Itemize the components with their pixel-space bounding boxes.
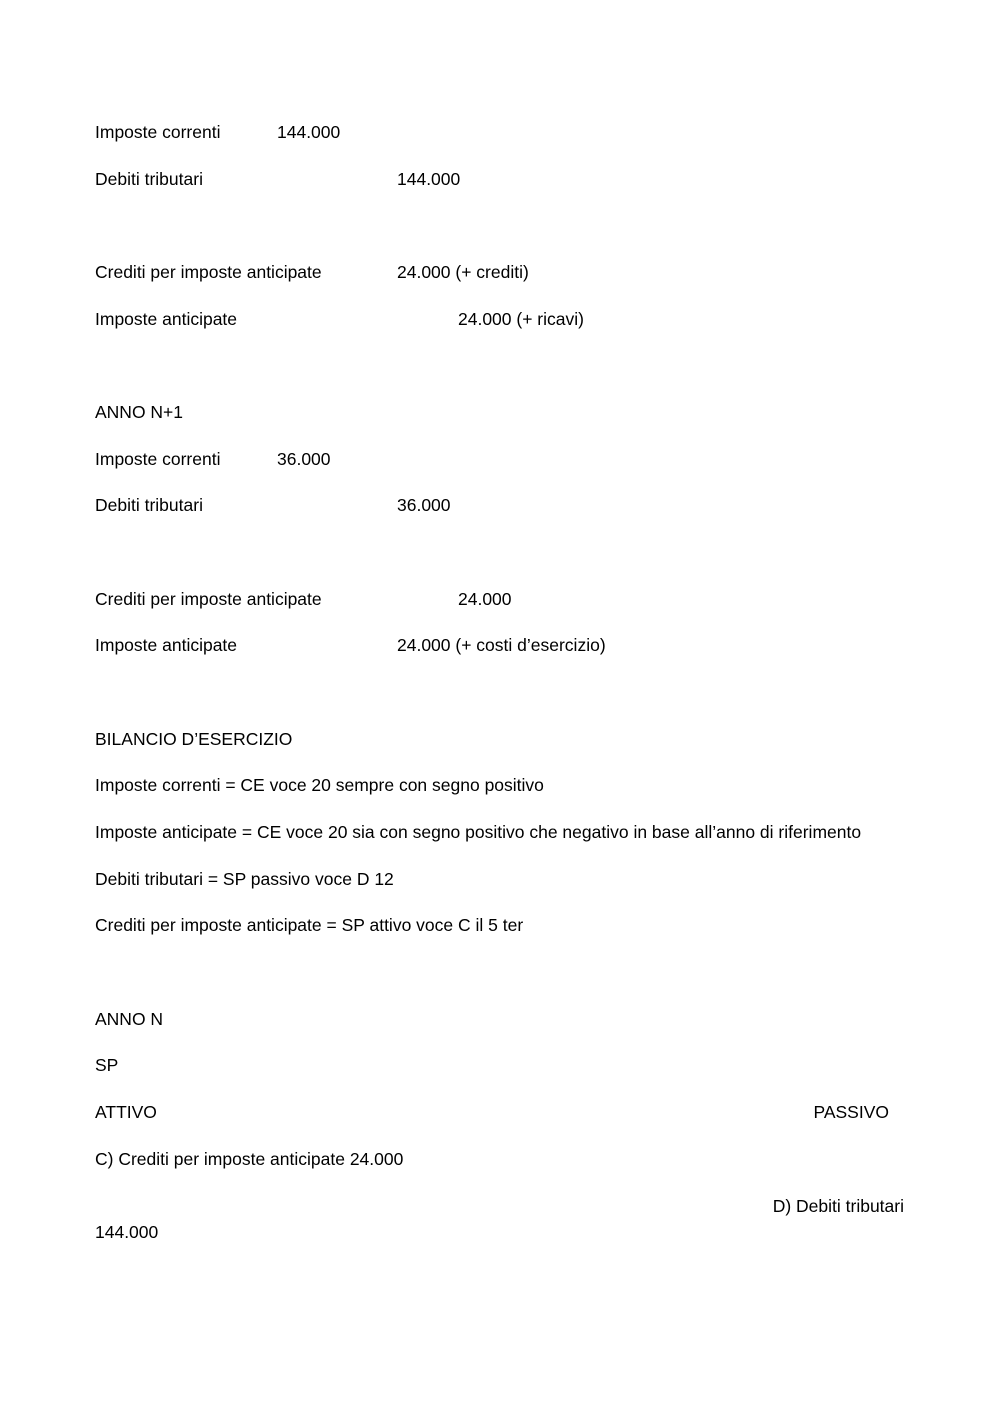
entry-account: Debiti tributari [95,495,203,515]
bilancio-line: Debiti tributari = SP passivo voce D 12 [95,869,394,889]
entry-amount-credit: 144.000 [397,169,461,189]
entry-account: Imposte correnti [95,122,221,142]
passivo-item: D) Debiti tributari [772,1196,904,1216]
entry-amount-debit: 24.000 (+ crediti) [397,262,529,282]
entry-account: Debiti tributari [95,169,203,189]
bilancio-line: Imposte anticipate = CE voce 20 sia con segno positivo che negativo in base all’anno di riferimento [95,822,862,842]
entry-amount-credit: 24.000 (+ ricavi) [458,309,584,329]
entry-account: Crediti per imposte anticipate [95,589,322,609]
entry-amount-credit: 36.000 [397,495,451,515]
bilancio-line: Crediti per imposte anticipate = SP attivo voce C il 5 ter [95,915,524,935]
attivo-item: C) Crediti per imposte anticipate 24.000 [95,1149,404,1169]
section-heading-bilancio: BILANCIO D’ESERCIZIO [95,729,293,749]
section-heading-anno-n: ANNO N [95,1009,164,1029]
entry-account: Crediti per imposte anticipate [95,262,322,282]
entry-amount-debit: 144.000 [277,122,341,142]
entry-account: Imposte correnti [95,449,221,469]
entry-amount-debit: 36.000 [277,449,331,469]
entry-account: Imposte anticipate [95,309,238,329]
passivo-label: PASSIVO [813,1102,889,1122]
passivo-amount: 144.000 [95,1222,159,1242]
entry-account: Imposte anticipate [95,635,238,655]
bilancio-line: Imposte correnti = CE voce 20 sempre con segno positivo [95,775,544,795]
sp-label: SP [95,1055,119,1075]
attivo-label: ATTIVO [95,1102,157,1122]
entry-amount-credit: 24.000 [458,589,512,609]
section-heading-anno-n1: ANNO N+1 [95,402,184,422]
entry-amount-debit: 24.000 (+ costi d’esercizio) [397,635,606,655]
